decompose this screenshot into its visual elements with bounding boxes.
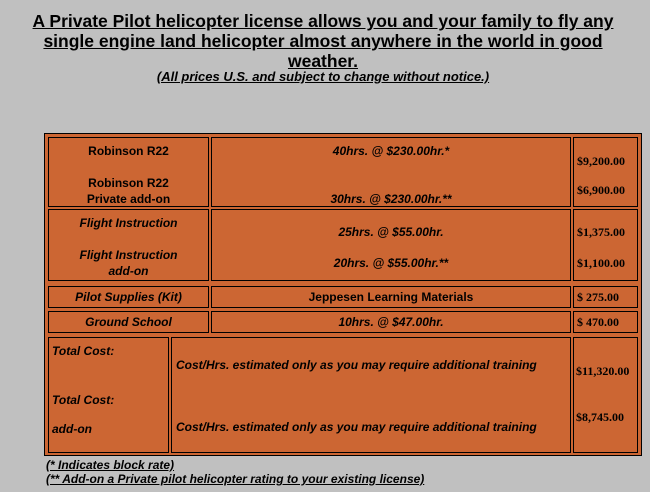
r22-addon-desc: 30hrs. @ $230.00hr.** [330, 192, 452, 206]
cell-fi-desc [211, 209, 571, 281]
cell-supplies-price [573, 286, 638, 308]
price-disclaimer: (All prices U.S. and subject to change without notice.) [156, 69, 490, 84]
supplies-desc: Jeppesen Learning Materials [308, 290, 474, 304]
fi-desc: 25hrs. @ $55.00hr. [338, 225, 444, 239]
cell-ground-label [48, 311, 209, 333]
cell-fi-price [573, 209, 638, 281]
fi-addon-label-2: add-on [108, 264, 149, 278]
total-addon-desc: Cost/Hrs. estimated only as you may require additional training [176, 420, 537, 434]
total-label: Total Cost: [52, 344, 115, 358]
intro-line-2: single engine land helicopter almost anywhere in the world in good [43, 31, 603, 51]
fi-addon-desc: 20hrs. @ $55.00hr.** [333, 256, 449, 270]
r22-desc: 40hrs. @ $230.00hr.* [332, 144, 450, 158]
fi-addon-price: $1,100.00 [577, 256, 625, 270]
cell-total-desc [171, 337, 571, 453]
footnote-block-rate: (* Indicates block rate) [46, 458, 175, 472]
total-price: $11,320.00 [576, 364, 630, 378]
r22-addon-label-2: Private add-on [86, 192, 171, 206]
supplies-price: $ 275.00 [577, 290, 619, 304]
total-addon-label-1: Total Cost: [52, 393, 115, 407]
cell-total-price [573, 337, 638, 453]
r22-addon-price: $6,900.00 [577, 183, 625, 197]
r22-addon-label-1: Robinson R22 [88, 176, 169, 190]
supplies-label: Pilot Supplies (Kit) [75, 290, 182, 304]
total-addon-price: $8,745.00 [576, 410, 624, 424]
fi-addon-label-1: Flight Instruction [79, 248, 178, 262]
cell-total-label [48, 337, 169, 453]
fi-label: Flight Instruction [79, 216, 178, 230]
cell-supplies-label [48, 286, 209, 308]
intro-heading [8, 11, 638, 71]
footnote-add-on: (** Add-on a Private pilot helicopter rating to your existing license) [46, 472, 425, 486]
r22-price: $9,200.00 [577, 154, 625, 168]
cell-r22-label [48, 137, 209, 207]
cell-r22-desc [211, 137, 571, 207]
ground-desc: 10hrs. @ $47.00hr. [338, 315, 444, 329]
ground-price: $ 470.00 [577, 315, 619, 329]
total-addon-label-2: add-on [52, 422, 92, 436]
total-desc: Cost/Hrs. estimated only as you may require additional training [176, 358, 537, 372]
cell-ground-desc [211, 311, 571, 333]
ground-label: Ground School [85, 315, 172, 329]
intro-line-1: A Private Pilot helicopter license allows you and your family to fly any [32, 11, 614, 31]
r22-label: Robinson R22 [88, 144, 169, 158]
cell-r22-price [573, 137, 638, 207]
intro-line-3: weather. [287, 51, 359, 71]
price-table [44, 133, 642, 456]
cell-ground-price [573, 311, 638, 333]
cell-fi-label [48, 209, 209, 281]
cell-supplies-desc [211, 286, 571, 308]
fi-price: $1,375.00 [577, 225, 625, 239]
